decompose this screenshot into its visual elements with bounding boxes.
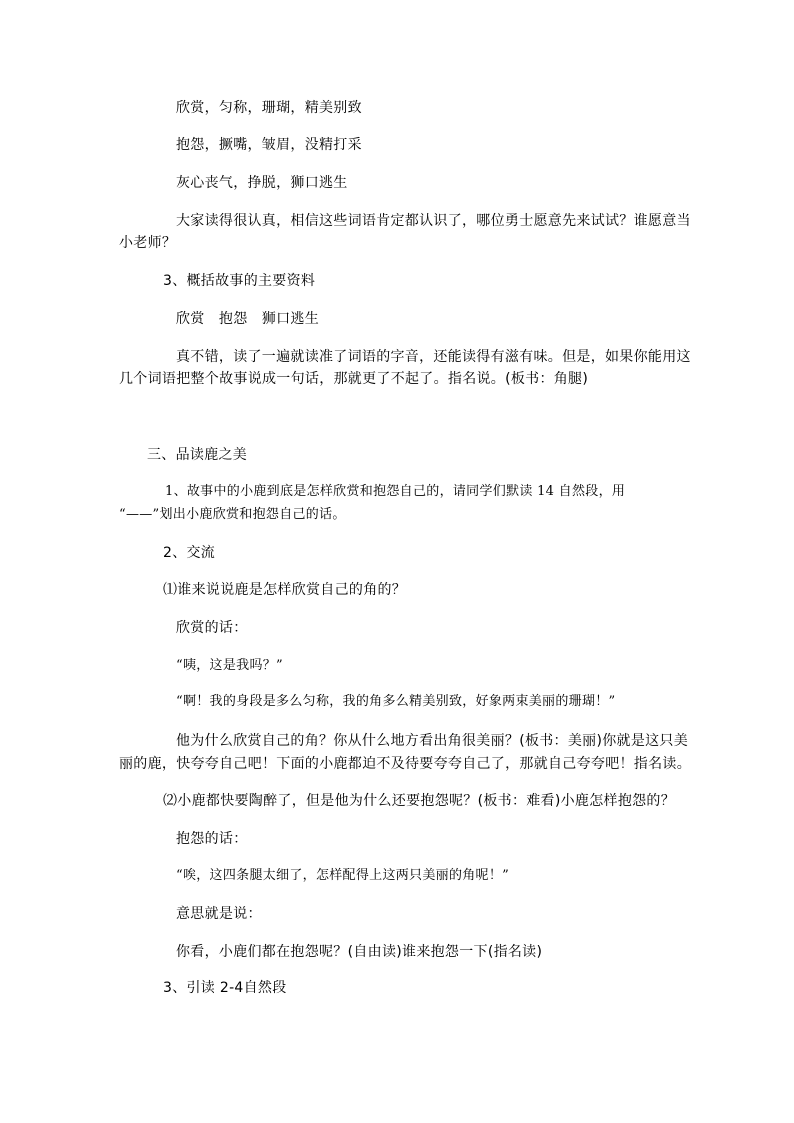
part-heading: 三、品读鹿之美 [147,447,248,463]
paragraph-line: 几个词语把整个故事说成一句话，那就更了不起了。指名说。(板书：角腿) [119,371,589,387]
paragraph-line: 丽的鹿，快夸夸自己吧！下面的小鹿都迫不及待要夸夸自己了，那就自己夸夸吧！指名读。 [119,756,691,772]
label-line: 意思就是说： [176,906,262,922]
section-heading: 2、交流 [163,545,216,561]
quote-line: “唉，这四条腿太细了，怎样配得上这两只美丽的角呢！” [176,868,510,883]
question-line: ⑵小鹿都快要陶醉了，但是他为什么还要抱怨呢？(板书：难看)小鹿怎样抱怨的？ [163,793,676,809]
quote-line: “啊！我的身段是多么匀称，我的角多么精美别致，好象两束美丽的珊瑚！” [176,694,616,709]
paragraph-line: “——”划出小鹿欣赏和抱怨自己的话。 [119,507,346,522]
keyword-line: 欣赏 抱怨 狮口逃生 [176,311,319,327]
paragraph-line: 1、故事中的小鹿到底是怎样欣赏和抱怨自己的，请同学们默读 14 自然段，用 [165,484,626,499]
vocab-line-3: 灰心丧气，挣脱，狮口逃生 [176,175,348,191]
paragraph-line: 小老师？ [119,235,177,251]
section-heading: 3、概括故事的主要资料 [163,273,316,289]
vocab-line-2: 抱怨，撅嘴，皱眉，没精打采 [176,137,362,153]
quote-line: “咦，这是我吗？” [176,658,283,673]
paragraph-line: 他为什么欣赏自己的角？你从什么地方看出角很美丽？(板书：美丽)你就是这只美 [176,733,689,749]
paragraph-line: 真不错，读了一遍就读准了词语的字音，还能读得有滋有味。但是，如果你能用这 [176,349,691,365]
label-line: 抱怨的话： [176,831,248,847]
vocab-line-1: 欣赏，匀称，珊瑚，精美别致 [176,100,362,116]
section-heading: 3、引读 2-4自然段 [163,980,287,996]
paragraph-line: 你看，小鹿们都在抱怨呢？(自由读)谁来抱怨一下(指名读) [176,944,543,960]
paragraph-line: 大家读得很认真，相信这些词语肯定都认识了，哪位勇士愿意先来试试？谁愿意当 [176,213,691,229]
label-line: 欣赏的话： [176,620,248,636]
question-line: ⑴谁来说说鹿是怎样欣赏自己的角的？ [163,582,407,598]
